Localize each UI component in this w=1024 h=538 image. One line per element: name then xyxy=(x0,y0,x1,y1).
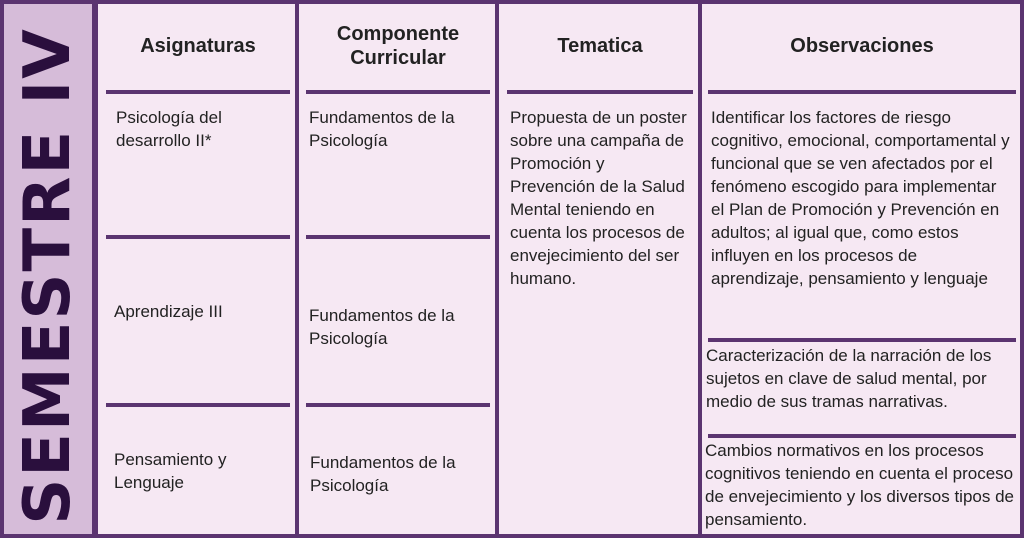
header-componente: Componente Curricular xyxy=(336,23,460,69)
header-observaciones: Observaciones xyxy=(790,35,934,57)
header-underline xyxy=(507,90,693,94)
tematica-cell: Propuesta de un poster sobre una campaña de Promoción y Prevención de la Salud Mental teniendo en cuenta los procesos de envejecimiento del ser humano. xyxy=(510,108,687,288)
semester-band xyxy=(4,4,92,534)
header-underline xyxy=(306,90,490,94)
asignatura-cell: Aprendizaje III xyxy=(114,302,223,321)
header-underline xyxy=(708,90,1016,94)
asignatura-cell: Pensamiento y Lenguaje xyxy=(114,450,227,492)
observacion-cell: Identificar los factores de riesgo cognitivo, emocional, comportamental y funcional que se ven afectados por el fenómeno escogido para implementar el Plan de Promoción y Prevención en adultos; al igual que, como estos influyen en los procesos de aprendizaje, pensamiento y lenguaje xyxy=(711,108,1010,288)
row-divider xyxy=(708,434,1016,438)
column-divider xyxy=(698,4,702,534)
asignatura-cell: Psicología del desarrollo II* xyxy=(116,108,222,150)
componente-cell: Fundamentos de la Psicología xyxy=(310,453,456,495)
column-divider xyxy=(495,4,499,534)
row-divider xyxy=(106,403,290,407)
header-underline xyxy=(106,90,290,94)
row-divider xyxy=(306,235,490,239)
header-tematica: Tematica xyxy=(557,35,643,57)
observacion-cell: Cambios normativos en los procesos cognitivos teniendo en cuenta el proceso de envejecimiento y los diversos tipos de pensamiento. xyxy=(705,441,1014,529)
componente-cell: Fundamentos de la Psicología xyxy=(309,306,455,348)
row-divider xyxy=(708,338,1016,342)
componente-cell: Fundamentos de la Psicología xyxy=(309,108,455,150)
row-divider xyxy=(106,235,290,239)
header-asignaturas: Asignaturas xyxy=(140,35,256,57)
column-divider xyxy=(295,4,299,534)
semester-label: SEMESTRE IV xyxy=(11,27,85,525)
observacion-cell: Caracterización de la narración de los sujetos en clave de salud mental, por medio de sus tramas narrativas. xyxy=(706,346,992,411)
row-divider xyxy=(306,403,490,407)
